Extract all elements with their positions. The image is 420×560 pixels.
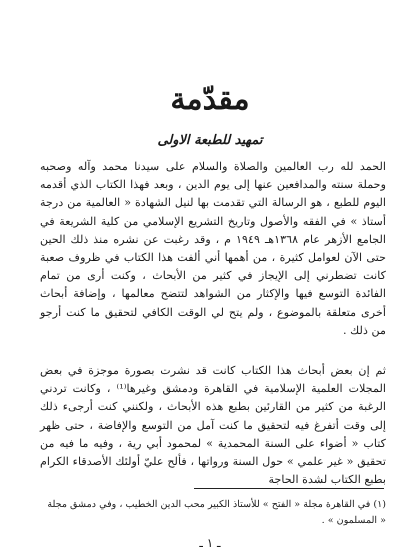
- body-paragraph-2: [40, 362, 386, 489]
- footnote: (١) في القاهرة مجلة « الفتح » للأستاذ الكبير محب الدين الخطيب ، وفي دمشق مجلة « المسلمون » .: [47, 499, 386, 526]
- page-number: ـ ١ ـ: [199, 536, 221, 550]
- paragraph-text: الحمد لله رب العالمين والصلاة والسلام على سيدنا محمد وآله وصحبه وحملة سنته والمدافعين عنها إلى يوم الدين ، وبعد فهذا الكتاب الذي أقدمه اليوم للطبع ، هو الرسالة التي تقدمت بها لنيل الشهادة « العالمية من درجة أستاذ » في الفقه والأصول وتاريخ التشريع الإسلامي من كلية الشريعة في الجامع الأزهر عام ١٣٦٨هـ ١٩٤٩ م ، وقد رغبت عن نشره منذ ذلك الحين حتى الآن لعوامل كثيرة ، من أهمها أني ألفت هذا الكتاب في ظروف صعبة كانت تضطرني إلى الإيجاز في كثير من الأبحاث ، وكنت أرى من تمام الفائدة التوسع فيها والإكثار من الشواهد لتتضح معالمها ، وإضافة أبحاث أخرى متعلقة بالموضوع ، ولم يتح لي الوقت الكافي لتحقيق ما كنت أرجو من ذلك .: [40, 160, 386, 337]
- body-paragraph-1: [40, 158, 386, 340]
- footnote-divider: [194, 488, 384, 489]
- paragraph-text: ثم إن بعض أبحاث هذا الكتاب كانت قد نشرت بصورة موجزة في بعض المجلات العلمية الإسلامية في القاهرة ودمشق وغيرها⁽¹⁾ ، وكانت تردني الرغبة من كثير من القارئين بطبع هذه الأبحاث ، ولكنني كنت أرجىء ذلك إلى وقت أتفرغ فيه لتحقيق ما كنت آمل من التوسع والإفاضة ، حتى ظهر كتاب « أضواء على السنة المحمدية » لمحمود أبي رية ، وفيه ما فيه من تحقيق « غير علمي » حول السنة ورواتها ، فألح عليّ أولئك الأصدقاء الكرام بطبع الكتاب لشدة الحاجة: [40, 364, 386, 487]
- section-subtitle: تمهيد للطبعة الاولى: [157, 133, 263, 148]
- page-title: مقدّمة: [170, 82, 250, 117]
